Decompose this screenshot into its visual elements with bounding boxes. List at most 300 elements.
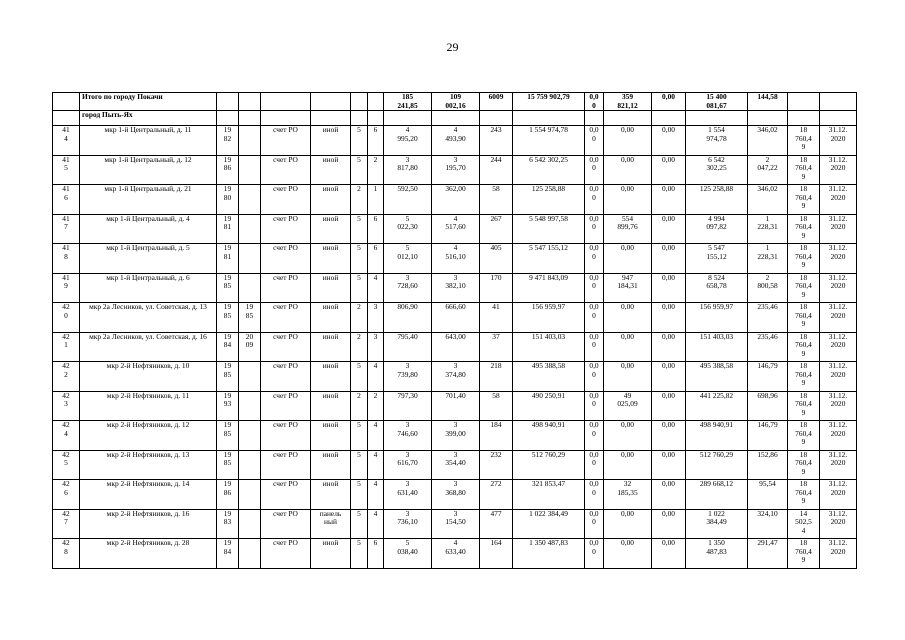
row-residents: 405: [480, 244, 513, 274]
row-fund4: 156 959,97: [686, 303, 748, 333]
row-address: мкр 1-й Центральный, д. 6: [80, 273, 217, 303]
table-row: [53, 332, 857, 362]
row-residents: 37: [480, 332, 513, 362]
row-fund2: 0,00: [604, 421, 652, 451]
row-wall-type: иной: [311, 480, 351, 510]
row-method: счет РО: [261, 273, 311, 303]
row-year-commission: [239, 509, 261, 539]
row-residents: 244: [480, 155, 513, 185]
row-unit-cost: 146,79: [748, 362, 788, 392]
row-wall-type: иной: [311, 450, 351, 480]
row-date: 31.12. 2020: [820, 480, 857, 510]
row-fund2: 0,00: [604, 155, 652, 185]
table-row: [53, 450, 857, 480]
row-method: счет РО: [261, 421, 311, 451]
row-cost: 498 940,91: [513, 421, 585, 451]
row-entrances: 6: [368, 244, 384, 274]
row-entrances: 4: [368, 273, 384, 303]
row-fund2: 0,00: [604, 244, 652, 274]
row-fund4: 498 940,91: [686, 421, 748, 451]
row-cost: 321 853,47: [513, 480, 585, 510]
row-residents: 272: [480, 480, 513, 510]
row-unit-cost: 152,86: [748, 450, 788, 480]
row-year-commission: [239, 391, 261, 421]
row-floors: 5: [351, 214, 368, 244]
row-cost: 495 388,58: [513, 362, 585, 392]
row-fund3: 0,00: [652, 332, 686, 362]
row-fund3: 0,00: [652, 509, 686, 539]
row-date: 31.12. 2020: [820, 450, 857, 480]
row-number: 42 0: [53, 303, 80, 333]
row-floors: 2: [351, 303, 368, 333]
row-area-living: 4 633,40: [432, 539, 480, 569]
row-floors: 2: [351, 332, 368, 362]
row-method: счет РО: [261, 509, 311, 539]
row-fund2: 0,00: [604, 539, 652, 569]
row-cost: 1 554 974,78: [513, 126, 585, 156]
row-unit-cost: 2 800,58: [748, 273, 788, 303]
row-address: мкр 2-й Нефтяников, д. 12: [80, 421, 217, 451]
row-floors: 5: [351, 126, 368, 156]
row-cost: 1 350 487,83: [513, 539, 585, 569]
row-year-built: 19 85: [217, 303, 239, 333]
row-cost: 5 548 997,58: [513, 214, 585, 244]
row-cost: 125 258,88: [513, 185, 585, 215]
row-limit: 18 760,4 9: [788, 185, 820, 215]
row-year-built: 19 80: [217, 185, 239, 215]
row-date: 31.12. 2020: [820, 391, 857, 421]
row-year-commission: [239, 273, 261, 303]
row-fund4: 1 350 487,83: [686, 539, 748, 569]
row-year-built: 19 82: [217, 126, 239, 156]
row-entrances: 6: [368, 126, 384, 156]
row-fund: 0,0 0: [585, 332, 604, 362]
row-date: 31.12. 2020: [820, 126, 857, 156]
total-c17: 144,58: [748, 93, 788, 111]
row-limit: 18 760,4 9: [788, 362, 820, 392]
row-cost: 9 471 843,09: [513, 273, 585, 303]
row-area-total: 3 631,40: [384, 480, 432, 510]
row-year-built: 19 84: [217, 332, 239, 362]
row-area-total: 5 038,40: [384, 539, 432, 569]
row-year-built: 19 85: [217, 273, 239, 303]
row-limit: 18 760,4 9: [788, 450, 820, 480]
row-floors: 5: [351, 539, 368, 569]
row-number: 41 4: [53, 126, 80, 156]
row-year-commission: [239, 539, 261, 569]
table-row: [53, 539, 857, 569]
total-c10: 109 002,16: [432, 93, 480, 111]
row-fund3: 0,00: [652, 391, 686, 421]
row-fund2: 0,00: [604, 185, 652, 215]
row-area-total: 797,30: [384, 391, 432, 421]
row-number: 41 5: [53, 155, 80, 185]
table-row: [53, 421, 857, 451]
row-fund4: 4 994 097,82: [686, 214, 748, 244]
row-residents: 170: [480, 273, 513, 303]
city-row: [53, 111, 857, 126]
row-method: счет РО: [261, 244, 311, 274]
row-unit-cost: 291,47: [748, 539, 788, 569]
page-number: 29: [446, 40, 459, 54]
row-fund4: 8 524 658,78: [686, 273, 748, 303]
row-year-commission: [239, 244, 261, 274]
row-limit: 18 760,4 9: [788, 391, 820, 421]
row-date: 31.12. 2020: [820, 155, 857, 185]
row-limit: 18 760,4 9: [788, 332, 820, 362]
table-row: [53, 155, 857, 185]
row-address: мкр 2а Лесников, ул. Советская, д. 13: [80, 303, 217, 333]
row-method: счет РО: [261, 126, 311, 156]
row-method: счет РО: [261, 450, 311, 480]
row-entrances: 4: [368, 480, 384, 510]
row-number: 41 7: [53, 214, 80, 244]
row-wall-type: иной: [311, 155, 351, 185]
total-c14: 359 821,12: [604, 93, 652, 111]
row-fund: 0,0 0: [585, 509, 604, 539]
total-c9: 185 241,85: [384, 93, 432, 111]
row-fund: 0,0 0: [585, 539, 604, 569]
row-unit-cost: 346,02: [748, 185, 788, 215]
row-date: 31.12. 2020: [820, 362, 857, 392]
row-floors: 5: [351, 244, 368, 274]
row-method: счет РО: [261, 362, 311, 392]
row-unit-cost: 146,79: [748, 421, 788, 451]
row-address: мкр 2-й Нефтяников, д. 10: [80, 362, 217, 392]
row-year-commission: 19 85: [239, 303, 261, 333]
row-floors: 5: [351, 509, 368, 539]
row-fund: 0,0 0: [585, 303, 604, 333]
row-year-built: 19 86: [217, 480, 239, 510]
row-fund3: 0,00: [652, 244, 686, 274]
row-floors: 2: [351, 185, 368, 215]
row-wall-type: иной: [311, 421, 351, 451]
row-fund: 0,0 0: [585, 362, 604, 392]
row-wall-type: иной: [311, 214, 351, 244]
row-fund: 0,0 0: [585, 155, 604, 185]
row-method: счет РО: [261, 303, 311, 333]
row-method: счет РО: [261, 214, 311, 244]
row-entrances: 1: [368, 185, 384, 215]
row-area-living: 4 517,60: [432, 214, 480, 244]
row-area-total: 3 736,10: [384, 509, 432, 539]
row-year-commission: [239, 155, 261, 185]
row-area-total: 5 022,30: [384, 214, 432, 244]
row-year-commission: [239, 421, 261, 451]
row-residents: 41: [480, 303, 513, 333]
table-row: [53, 244, 857, 274]
row-cost: 151 403,03: [513, 332, 585, 362]
row-fund4: 441 225,82: [686, 391, 748, 421]
row-area-total: 592,50: [384, 185, 432, 215]
row-fund3: 0,00: [652, 303, 686, 333]
row-year-commission: [239, 126, 261, 156]
row-date: 31.12. 2020: [820, 332, 857, 362]
row-address: мкр 2-й Нефтяников, д. 14: [80, 480, 217, 510]
row-method: счет РО: [261, 480, 311, 510]
row-area-living: 3 374,80: [432, 362, 480, 392]
row-wall-type: панель ный: [311, 509, 351, 539]
row-fund: 0,0 0: [585, 450, 604, 480]
row-area-living: 643,00: [432, 332, 480, 362]
row-address: мкр 2-й Нефтяников, д. 13: [80, 450, 217, 480]
row-number: 41 8: [53, 244, 80, 274]
total-row: [53, 93, 857, 111]
row-year-built: 19 85: [217, 362, 239, 392]
row-fund2: 947 184,31: [604, 273, 652, 303]
row-entrances: 4: [368, 450, 384, 480]
row-entrances: 3: [368, 332, 384, 362]
row-date: 31.12. 2020: [820, 421, 857, 451]
row-address: мкр 2-й Нефтяников, д. 11: [80, 391, 217, 421]
row-address: мкр 2-й Нефтяников, д. 28: [80, 539, 217, 569]
row-year-commission: [239, 362, 261, 392]
total-c16: 15 400 081,67: [686, 93, 748, 111]
row-year-commission: [239, 480, 261, 510]
row-fund3: 0,00: [652, 273, 686, 303]
row-fund2: 0,00: [604, 126, 652, 156]
row-unit-cost: 95,54: [748, 480, 788, 510]
city-label: город Пыть-Ях: [80, 111, 217, 126]
table-row: [53, 126, 857, 156]
row-wall-type: иной: [311, 273, 351, 303]
row-fund3: 0,00: [652, 362, 686, 392]
row-fund3: 0,00: [652, 450, 686, 480]
row-number: 42 5: [53, 450, 80, 480]
row-fund4: 1 022 384,49: [686, 509, 748, 539]
row-area-living: 4 493,90: [432, 126, 480, 156]
row-address: мкр 2а Лесников, ул. Советская, д. 16: [80, 332, 217, 362]
row-floors: 5: [351, 273, 368, 303]
row-area-total: 3 728,60: [384, 273, 432, 303]
row-area-living: 4 516,10: [432, 244, 480, 274]
row-wall-type: иной: [311, 126, 351, 156]
row-date: 31.12. 2020: [820, 509, 857, 539]
row-limit: 18 760,4 9: [788, 126, 820, 156]
row-fund: 0,0 0: [585, 214, 604, 244]
row-unit-cost: 1 228,31: [748, 214, 788, 244]
row-entrances: 3: [368, 303, 384, 333]
row-fund: 0,0 0: [585, 126, 604, 156]
row-cost: 1 022 384,49: [513, 509, 585, 539]
table-row: [53, 509, 857, 539]
total-c13: 0,0 0: [585, 93, 604, 111]
row-address: мкр 1-й Центральный, д. 12: [80, 155, 217, 185]
row-fund2: 0,00: [604, 362, 652, 392]
row-residents: 218: [480, 362, 513, 392]
row-area-total: 3 817,80: [384, 155, 432, 185]
row-limit: 18 760,4 9: [788, 244, 820, 274]
row-method: счет РО: [261, 332, 311, 362]
row-fund3: 0,00: [652, 480, 686, 510]
row-date: 31.12. 2020: [820, 185, 857, 215]
row-area-total: 3 739,80: [384, 362, 432, 392]
row-residents: 232: [480, 450, 513, 480]
row-fund3: 0,00: [652, 155, 686, 185]
row-unit-cost: 324,10: [748, 509, 788, 539]
row-floors: 5: [351, 480, 368, 510]
row-number: 42 1: [53, 332, 80, 362]
row-method: счет РО: [261, 391, 311, 421]
row-year-built: 19 83: [217, 509, 239, 539]
row-limit: 18 760,4 9: [788, 480, 820, 510]
row-year-built: 19 85: [217, 421, 239, 451]
row-wall-type: иной: [311, 244, 351, 274]
row-address: мкр 1-й Центральный, д. 21: [80, 185, 217, 215]
row-area-living: 3 154,50: [432, 509, 480, 539]
row-fund: 0,0 0: [585, 185, 604, 215]
row-cost: 5 547 155,12: [513, 244, 585, 274]
row-floors: 5: [351, 362, 368, 392]
row-residents: 184: [480, 421, 513, 451]
row-fund: 0,0 0: [585, 421, 604, 451]
row-year-built: 19 84: [217, 539, 239, 569]
row-year-commission: [239, 185, 261, 215]
row-fund2: 554 899,76: [604, 214, 652, 244]
row-area-total: 795,40: [384, 332, 432, 362]
row-address: мкр 1-й Центральный, д. 5: [80, 244, 217, 274]
table-row: [53, 480, 857, 510]
row-fund4: 512 760,29: [686, 450, 748, 480]
row-entrances: 4: [368, 509, 384, 539]
row-method: счет РО: [261, 185, 311, 215]
row-cost: 156 959,97: [513, 303, 585, 333]
row-wall-type: иной: [311, 391, 351, 421]
row-fund2: 0,00: [604, 332, 652, 362]
row-unit-cost: 235,46: [748, 332, 788, 362]
table-row: [53, 362, 857, 392]
row-fund3: 0,00: [652, 214, 686, 244]
row-area-total: 3 616,70: [384, 450, 432, 480]
row-entrances: 4: [368, 421, 384, 451]
row-area-living: 3 382,10: [432, 273, 480, 303]
data-table: [52, 92, 857, 569]
row-area-living: 3 399,00: [432, 421, 480, 451]
row-fund4: 125 258,88: [686, 185, 748, 215]
total-c11: 6009: [480, 93, 513, 111]
row-date: 31.12. 2020: [820, 273, 857, 303]
row-date: 31.12. 2020: [820, 244, 857, 274]
row-fund2: 0,00: [604, 450, 652, 480]
row-unit-cost: 698,96: [748, 391, 788, 421]
row-limit: 18 760,4 9: [788, 273, 820, 303]
row-limit: 18 760,4 9: [788, 539, 820, 569]
row-fund: 0,0 0: [585, 391, 604, 421]
row-entrances: 2: [368, 155, 384, 185]
row-address: мкр 1-й Центральный, д. 4: [80, 214, 217, 244]
row-area-living: 3 354,40: [432, 450, 480, 480]
row-entrances: 6: [368, 539, 384, 569]
row-fund4: 289 668,12: [686, 480, 748, 510]
row-fund2: 0,00: [604, 509, 652, 539]
row-method: счет РО: [261, 155, 311, 185]
row-date: 31.12. 2020: [820, 214, 857, 244]
row-year-built: 19 81: [217, 244, 239, 274]
row-wall-type: иной: [311, 362, 351, 392]
row-year-commission: [239, 450, 261, 480]
row-unit-cost: 346,02: [748, 126, 788, 156]
row-cost: 490 250,91: [513, 391, 585, 421]
row-number: 42 3: [53, 391, 80, 421]
table-row: [53, 273, 857, 303]
total-c15: 0,00: [652, 93, 686, 111]
row-fund2: 32 185,35: [604, 480, 652, 510]
row-wall-type: иной: [311, 303, 351, 333]
row-number: 42 4: [53, 421, 80, 451]
row-wall-type: иной: [311, 185, 351, 215]
row-number: 41 6: [53, 185, 80, 215]
row-fund: 0,0 0: [585, 244, 604, 274]
row-floors: 2: [351, 391, 368, 421]
row-floors: 5: [351, 155, 368, 185]
row-unit-cost: 235,46: [748, 303, 788, 333]
total-label: Итого по городу Покачи: [80, 93, 217, 111]
row-year-commission: [239, 214, 261, 244]
row-number: 42 2: [53, 362, 80, 392]
row-fund4: 1 554 974,78: [686, 126, 748, 156]
row-entrances: 6: [368, 214, 384, 244]
row-fund3: 0,00: [652, 421, 686, 451]
row-fund2: 49 025,09: [604, 391, 652, 421]
row-residents: 477: [480, 509, 513, 539]
row-residents: 267: [480, 214, 513, 244]
row-floors: 5: [351, 450, 368, 480]
row-date: 31.12. 2020: [820, 539, 857, 569]
row-fund: 0,0 0: [585, 480, 604, 510]
row-year-built: 19 85: [217, 450, 239, 480]
row-limit: 18 760,4 9: [788, 303, 820, 333]
row-limit: 14 502,5 4: [788, 509, 820, 539]
row-fund: 0,0 0: [585, 273, 604, 303]
row-area-total: 806,90: [384, 303, 432, 333]
row-fund2: 0,00: [604, 303, 652, 333]
table-row: [53, 185, 857, 215]
row-residents: 164: [480, 539, 513, 569]
row-fund4: 495 388,58: [686, 362, 748, 392]
table-row: [53, 391, 857, 421]
row-area-total: 3 746,60: [384, 421, 432, 451]
row-residents: 243: [480, 126, 513, 156]
row-residents: 58: [480, 391, 513, 421]
row-date: 31.12. 2020: [820, 303, 857, 333]
row-fund4: 5 547 155,12: [686, 244, 748, 274]
row-year-built: 19 93: [217, 391, 239, 421]
row-cost: 6 542 302,25: [513, 155, 585, 185]
row-area-living: 3 195,70: [432, 155, 480, 185]
table-row: [53, 214, 857, 244]
row-entrances: 2: [368, 391, 384, 421]
row-area-living: 3 368,80: [432, 480, 480, 510]
row-number: 42 6: [53, 480, 80, 510]
total-c12: 15 759 902,79: [513, 93, 585, 111]
row-floors: 5: [351, 421, 368, 451]
row-area-total: 4 995,20: [384, 126, 432, 156]
row-entrances: 4: [368, 362, 384, 392]
row-cost: 512 760,29: [513, 450, 585, 480]
row-limit: 18 760,4 9: [788, 155, 820, 185]
row-number: 42 7: [53, 509, 80, 539]
row-fund4: 151 403,03: [686, 332, 748, 362]
row-unit-cost: 2 047,22: [748, 155, 788, 185]
row-address: мкр 1-й Центральный, д. 11: [80, 126, 217, 156]
row-address: мкр 2-й Нефтяников, д. 16: [80, 509, 217, 539]
table-row: [53, 303, 857, 333]
row-method: счет РО: [261, 539, 311, 569]
row-fund4: 6 542 302,25: [686, 155, 748, 185]
row-area-living: 666,60: [432, 303, 480, 333]
row-area-living: 701,40: [432, 391, 480, 421]
row-year-built: 19 86: [217, 155, 239, 185]
